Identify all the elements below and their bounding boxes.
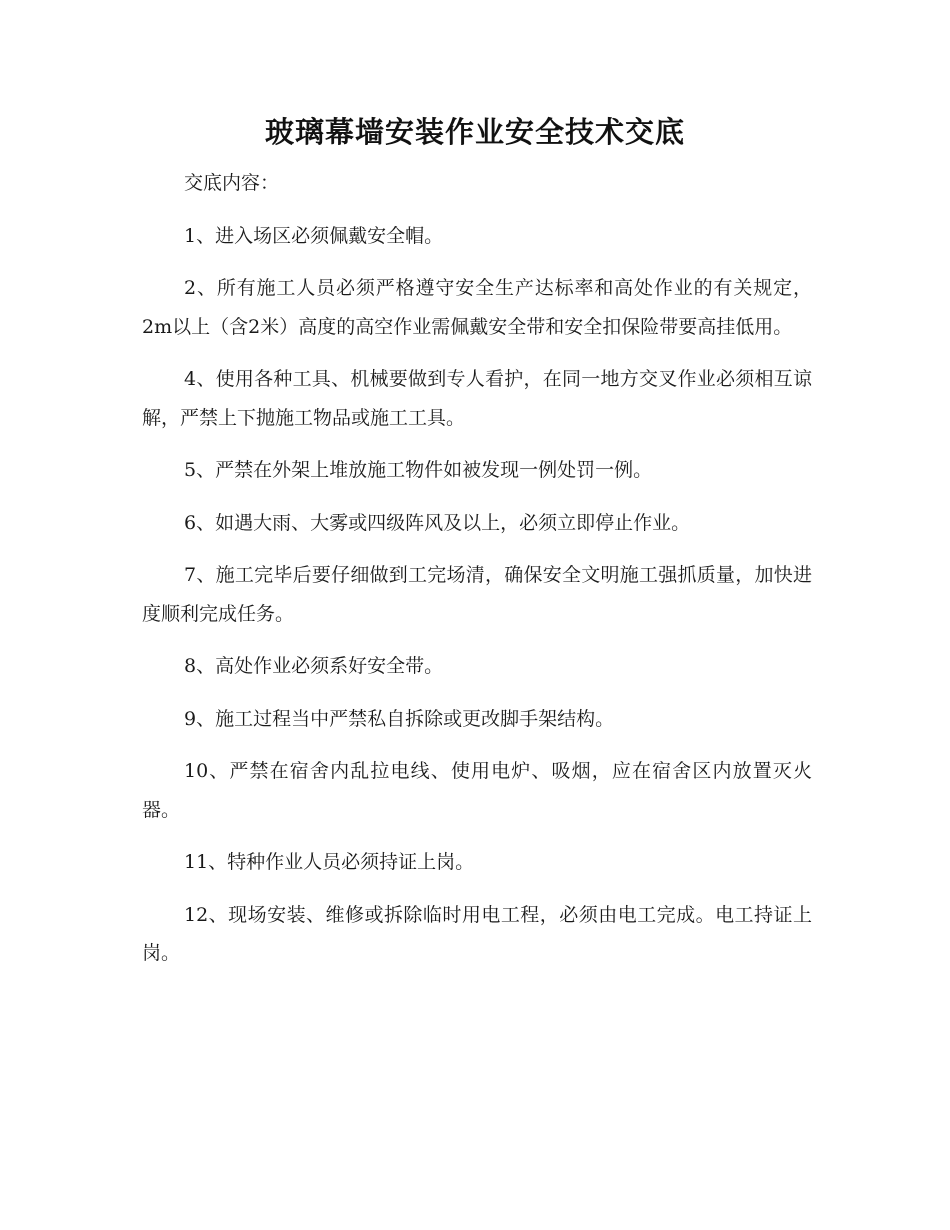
- paragraph-item-9: 9、施工过程当中严禁私自拆除或更改脚手架结构。: [184, 707, 615, 730]
- paragraph-item-6: 6、如遇大雨、大雾或四级阵风及以上，必须立即停止作业。: [184, 511, 691, 534]
- document-title: 玻璃幕墙安装作业安全技术交底: [264, 115, 685, 149]
- paragraph-intro: 交底内容：: [184, 172, 280, 194]
- paragraph-item-1: 1、进入场区必须佩戴安全帽。: [184, 224, 444, 247]
- paragraph-item-8: 8、高处作业必须系好安全带。: [184, 655, 444, 677]
- paragraph-item-4: 4、使用各种工具、机械要做到专人看护，在同一地方交叉作业必须相互谅解，严禁上下抛施工物品或施工工具。: [142, 368, 812, 429]
- paragraph-item-5: 5、严禁在外架上堆放施工物件如被发现一例处罚一例。: [184, 459, 653, 481]
- paragraph-item-10: 10、严禁在宿舍内乱拉电线、使用电炉、吸烟，应在宿舍区内放置灭火器。: [142, 760, 812, 821]
- document-body: [142, 164, 812, 987]
- paragraph-item-11: 11、特种作业人员必须持证上岗。: [184, 851, 475, 873]
- paragraph-item-7: 7、施工完毕后要仔细做到工完场清，确保安全文明施工强抓质量，加快进度顺利完成任务。: [142, 564, 812, 625]
- paragraph-item-2: 2、所有施工人员必须严格遵守安全生产达标率和高处作业的有关规定，2m以上（含2米）高度的高空作业需佩戴安全带和安全扣保险带要高挂低用。: [142, 277, 812, 338]
- paragraph-item-12: 12、现场安装、维修或拆除临时用电工程，必须由电工完成。电工持证上岗。: [142, 903, 812, 964]
